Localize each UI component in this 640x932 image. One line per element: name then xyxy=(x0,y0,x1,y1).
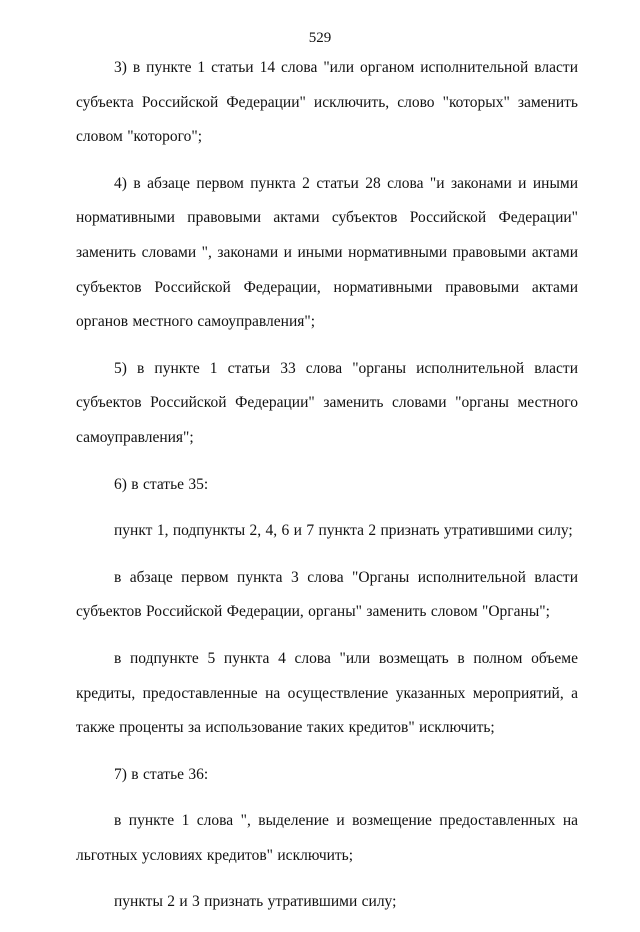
paragraph-item-7-points-2-3: пункты 2 и 3 признать утратившими силу; xyxy=(114,893,397,911)
paragraph-item-3: 3) в пункте 1 статьи 14 слова "или органом исполнительной власти субъекта Российской Федерации" исключить, слово "которых" заменить словом "которого"; xyxy=(76,59,578,146)
paragraph-item-7-heading: 7) в статье 36: xyxy=(114,765,209,783)
document-body xyxy=(76,51,578,932)
paragraph-item-6-point-4: в подпункте 5 пункта 4 слова "или возмещать в полном объеме кредиты, предоставленные на осуществление указанных мероприятий, а также проценты за использование таких кредитов" исключить; xyxy=(76,649,578,737)
paragraph-item-4: 4) в абзаце первом пункта 2 статьи 28 слова "и законами и иными нормативными правовыми актами субъектов Российской Федерации" заменить словами ", законами и иными нормативными правовыми актами субъектов Российской Федерации, нормативными правовыми актами органов местного самоуправления"; xyxy=(76,174,578,331)
paragraph-item-7-point-1: в пункте 1 слова ", выделение и возмещение предоставленных на льготных условиях кредитов" исключить; xyxy=(76,812,578,864)
page-number: 529 xyxy=(308,30,332,46)
paragraph-item-6-heading: 6) в статье 35: xyxy=(114,475,209,493)
paragraph-item-6-point-1: пункт 1, подпункты 2, 4, 6 и 7 пункта 2 признать утратившими силу; xyxy=(114,522,573,540)
paragraph-item-6-point-3: в абзаце первом пункта 3 слова "Органы исполнительной власти субъектов Российской Федерации, органы" заменить словом "Органы"; xyxy=(76,568,578,621)
paragraph-item-5: 5) в пункте 1 статьи 33 слова "органы исполнительной власти субъектов Российской Федерации" заменить словами "органы местного самоуправления"; xyxy=(76,359,578,446)
